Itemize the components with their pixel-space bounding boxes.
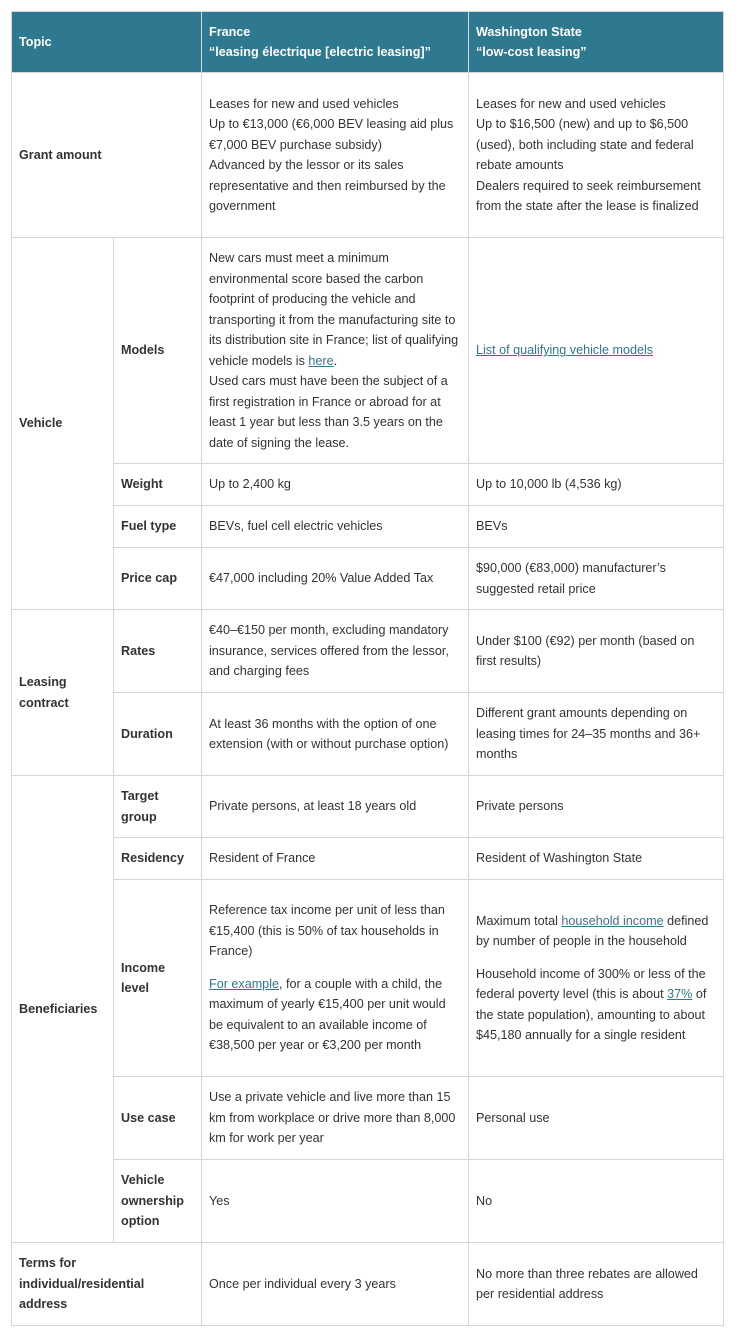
- models-france-p1: [209, 248, 461, 371]
- household-income-link[interactable]: household income: [561, 913, 664, 928]
- income-wa-text: of the state population), amounting to about $45,180 annually for a single resident: [476, 987, 707, 1042]
- grant-france-cell: [202, 73, 469, 238]
- terms-france: Once per individual every 3 years: [202, 1243, 469, 1326]
- subtopic-income-level: [114, 880, 202, 1077]
- income-wa-p2: [476, 964, 716, 1046]
- topic-leasing-line: contract: [19, 695, 69, 710]
- subtopic-price-cap: Price cap: [114, 548, 202, 610]
- row-vehicle-weight: [12, 464, 724, 506]
- row-beneficiaries-residency: [12, 838, 724, 880]
- subtopic-target-group: [114, 776, 202, 838]
- header-france: [202, 12, 469, 73]
- grant-france-line: Leases for new and used vehicles: [209, 96, 399, 111]
- paragraph-gap: [209, 962, 461, 974]
- grant-wa-cell: [469, 73, 724, 238]
- weight-france: Up to 2,400 kg: [202, 464, 469, 506]
- for-example-link[interactable]: For example: [209, 976, 279, 991]
- ownership-france: Yes: [202, 1160, 469, 1243]
- subtopic-fuel-type: Fuel type: [114, 506, 202, 548]
- row-vehicle-fuel: [12, 506, 724, 548]
- comparison-table: [11, 11, 724, 1326]
- topic-grant-amount: Grant amount: [12, 73, 202, 238]
- row-leasing-duration: [12, 693, 724, 776]
- header-topic: Topic: [12, 12, 202, 73]
- income-france-text: , for a couple with a child, the maximum of yearly €15,400 per unit would be equivalent to an available income of €38,500 per year or €3,200 per month: [209, 976, 446, 1053]
- models-france-text: New cars must meet a minimum environmental score based the carbon footprint of producing the vehicle and transporting it from the manufacturing site to its distribution site in France; list of qualifying vehicle models is: [209, 251, 459, 368]
- income-wa-p1: [476, 911, 716, 952]
- row-beneficiaries-target: [12, 776, 724, 838]
- percent-population-link[interactable]: 37%: [667, 987, 693, 1001]
- rates-france: €40–€150 per month, excluding mandatory insurance, services offered from the lessor, and charging fees: [202, 610, 469, 693]
- subtopic-models: Models: [114, 238, 202, 464]
- topic-terms-line: address: [19, 1297, 68, 1312]
- price-france: €47,000 including 20% Value Added Tax: [202, 548, 469, 610]
- models-france-cell: [202, 238, 469, 464]
- row-terms: [12, 1243, 724, 1326]
- subtopic-vehicle-ownership: [114, 1160, 202, 1243]
- income-france-p1: Reference tax income per unit of less than €15,400 (this is 50% of tax households in France): [209, 903, 445, 959]
- row-beneficiaries-ownership: [12, 1160, 724, 1243]
- income-wa-text: Maximum total: [476, 913, 562, 928]
- paragraph-gap: [476, 952, 716, 964]
- row-vehicle-models: [12, 238, 724, 464]
- weight-wa: Up to 10,000 lb (4,536 kg): [469, 464, 724, 506]
- grant-wa-line: Dealers required to seek reimbursement from the state after the lease is finalized: [476, 178, 701, 213]
- header-wa-title: Washington State: [476, 24, 582, 39]
- row-leasing-rates: [12, 610, 724, 693]
- header-wa-subtitle: “low-cost leasing”: [476, 45, 587, 59]
- grant-wa-line: Leases for new and used vehicles: [476, 96, 666, 111]
- fuel-france: BEVs, fuel cell electric vehicles: [202, 506, 469, 548]
- models-wa-cell: [469, 238, 724, 464]
- models-france-p2: Used cars must have been the subject of a first registration in France or abroad for at least 1 year but less than 3.5 years on the date of signing the lease.: [209, 374, 448, 450]
- income-wa-text: defined by number of people in the household: [476, 913, 709, 948]
- topic-terms: [12, 1243, 202, 1326]
- subtopic-ownership-line: Vehicle: [121, 1173, 165, 1188]
- models-france-period: .: [333, 353, 338, 368]
- target-wa: Private persons: [469, 776, 724, 838]
- residency-wa: Resident of Washington State: [469, 838, 724, 880]
- topic-leasing-contract: [12, 610, 114, 776]
- target-france: Private persons, at least 18 years old: [202, 776, 469, 838]
- residency-france: Resident of France: [202, 838, 469, 880]
- topic-vehicle: Vehicle: [12, 238, 114, 610]
- subtopic-rates: Rates: [114, 610, 202, 693]
- ownership-wa: No: [469, 1160, 724, 1243]
- subtopic-ownership-line: option: [121, 1214, 160, 1229]
- usecase-france: Use a private vehicle and live more than 15 km from workplace or drive more than 8,000 km for work per year: [202, 1077, 469, 1160]
- topic-terms-line: individual/residential: [19, 1276, 145, 1291]
- duration-france: At least 36 months with the option of one extension (with or without purchase option): [202, 693, 469, 776]
- subtopic-weight: Weight: [114, 464, 202, 506]
- subtopic-residency: Residency: [114, 838, 202, 880]
- subtopic-use-case: Use case: [114, 1077, 202, 1160]
- rates-wa: Under $100 (€92) per month (based on first results): [469, 610, 724, 693]
- terms-wa: No more than three rebates are allowed per residential address: [469, 1243, 724, 1326]
- subtopic-income-line: Income: [121, 960, 166, 975]
- row-vehicle-price: [12, 548, 724, 610]
- subtopic-target-line: Target: [121, 789, 159, 803]
- models-list-link[interactable]: here: [308, 353, 334, 368]
- row-beneficiaries-income: [12, 880, 724, 1077]
- income-wa-text: Household income of 300% or less of the federal poverty level (this is about: [476, 966, 706, 1001]
- wa-models-list-link[interactable]: List of qualifying vehicle models: [476, 343, 654, 358]
- row-grant-amount: [12, 73, 724, 238]
- subtopic-duration: Duration: [114, 693, 202, 776]
- usecase-wa: Personal use: [469, 1077, 724, 1160]
- price-wa: $90,000 (€83,000) manufacturer’s suggested retail price: [469, 548, 724, 610]
- row-beneficiaries-usecase: [12, 1077, 724, 1160]
- topic-leasing-line: Leasing: [19, 675, 67, 689]
- subtopic-income-line: level: [121, 981, 150, 995]
- grant-france-line: Advanced by the lessor or its sales representative and then reimbursed by the government: [209, 158, 446, 213]
- topic-beneficiaries: Beneficiaries: [12, 776, 114, 1243]
- subtopic-target-line: group: [121, 809, 157, 824]
- topic-terms-line: Terms for: [19, 1256, 77, 1271]
- income-france-p2: [209, 974, 461, 1056]
- grant-france-line: Up to €13,000 (€6,000 BEV leasing aid plus €7,000 BEV purchase subsidy): [209, 117, 454, 152]
- fuel-wa: BEVs: [469, 506, 724, 548]
- income-france-cell: [202, 880, 469, 1077]
- duration-wa: Different grant amounts depending on leasing times for 24–35 months and 36+ months: [469, 693, 724, 776]
- income-wa-cell: [469, 880, 724, 1077]
- header-washington: [469, 12, 724, 73]
- header-france-title: France: [209, 24, 251, 39]
- header-france-subtitle: “leasing électrique [electric leasing]”: [209, 45, 431, 59]
- subtopic-ownership-line: ownership: [121, 1193, 184, 1208]
- header-row: [12, 12, 724, 73]
- grant-wa-line: Up to $16,500 (new) and up to $6,500 (used), both including state and federal rebate amounts: [476, 117, 694, 172]
